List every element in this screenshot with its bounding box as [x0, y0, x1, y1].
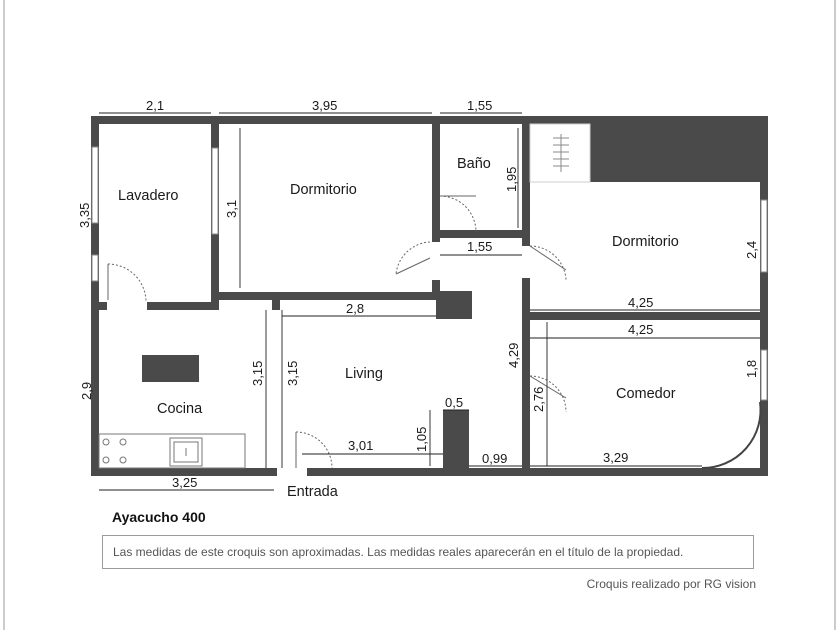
- dim-dormitorio2-height: 2,4: [744, 240, 759, 259]
- dim-comedor-bottom: 3,29: [603, 450, 629, 465]
- dim-column-width: 0,5: [445, 395, 464, 410]
- dim-bottom-small: 0,99: [482, 451, 508, 466]
- windows: [92, 147, 767, 476]
- room-label-comedor: Comedor: [616, 386, 676, 402]
- room-label-lavadero: Lavadero: [118, 188, 179, 204]
- dim-comedor-width-top: 4,25: [628, 322, 654, 337]
- room-label-dormitorio-2: Dormitorio: [612, 234, 679, 250]
- kitchen-counter: [99, 434, 245, 468]
- room-label-bano: Baño: [457, 156, 491, 172]
- credit-text: Croquis realizado por RG vision: [586, 577, 756, 591]
- address-title: Ayacucho 400: [112, 509, 206, 525]
- dim-bano-width: 1,55: [467, 239, 493, 254]
- dim-dormitorio2-width: 4,25: [628, 295, 654, 310]
- dim-top-lavadero: 2,1: [146, 98, 165, 113]
- dim-top-dormitorio: 3,95: [312, 98, 338, 113]
- dim-living-bottom: 3,01: [348, 438, 374, 453]
- dim-comedor-height: 1,8: [744, 359, 759, 378]
- walls: [91, 116, 768, 476]
- dim-hall-height: 4,29: [506, 342, 521, 368]
- room-label-cocina: Cocina: [157, 401, 203, 417]
- dim-living-top: 2,8: [346, 301, 365, 316]
- disclaimer-box: Las medidas de este croquis son aproximadas. Las medidas reales aparecerán en el título de la propiedad.: [102, 535, 754, 569]
- dim-top-bano: 1,55: [467, 98, 493, 113]
- dim-comedor-door-height: 2,76: [531, 386, 546, 412]
- dim-lavadero-height: 3,35: [77, 202, 92, 228]
- dim-bano-height: 1,95: [504, 166, 519, 192]
- dim-cocina-inner-height: 3,15: [250, 360, 265, 386]
- room-label-dormitorio-1: Dormitorio: [290, 182, 357, 198]
- dim-column-height: 1,05: [414, 426, 429, 452]
- dim-cocina-height: 2,9: [79, 381, 94, 400]
- dim-bottom-cocina: 3,25: [172, 475, 198, 490]
- room-label-living: Living: [345, 366, 383, 382]
- entrance-label: Entrada: [287, 484, 338, 500]
- stair-icon: [530, 124, 590, 182]
- dim-dormitorio1-height: 3,1: [224, 199, 239, 218]
- dim-living-height: 3,15: [285, 360, 300, 386]
